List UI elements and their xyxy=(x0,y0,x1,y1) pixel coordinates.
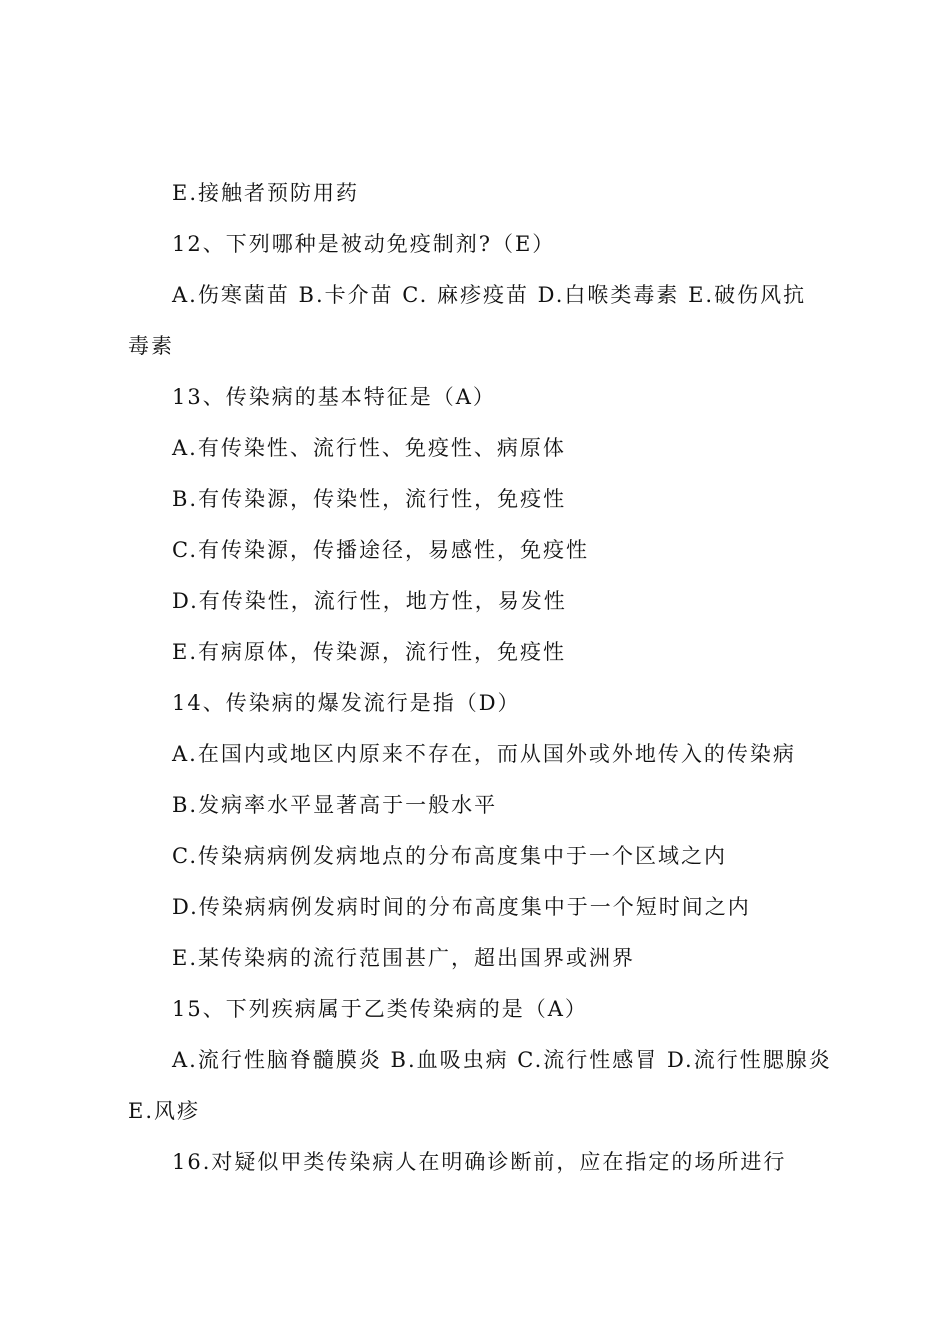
option-line: E.接触者预防用药 xyxy=(172,181,360,205)
option-continuation-line: E.风疹 xyxy=(128,1099,201,1123)
option-line: E.某传染病的流行范围甚广，超出国界或洲界 xyxy=(172,946,636,970)
option-line: D.有传染性，流行性，地方性，易发性 xyxy=(172,589,567,613)
option-line: C.有传染源，传播途径，易感性，免疫性 xyxy=(172,538,589,562)
option-line: A.伤寒菌苗 B.卡介苗 C. 麻疹疫苗 D.白喉类毒素 E.破伤风抗 xyxy=(172,283,807,307)
option-line: A.在国内或地区内原来不存在，而从国外或外地传入的传染病 xyxy=(172,742,796,766)
option-line: C.传染病病例发病地点的分布高度集中于一个区域之内 xyxy=(172,844,727,868)
question-line: 16.对疑似甲类传染病人在明确诊断前，应在指定的场所进行 xyxy=(172,1150,787,1174)
question-line: 14、传染病的爆发流行是指（D） xyxy=(172,691,521,715)
question-line: 13、传染病的基本特征是（A） xyxy=(172,385,496,409)
option-line: A.有传染性、流行性、免疫性、病原体 xyxy=(172,436,566,460)
question-line: 12、下列哪种是被动免疫制剂?（E） xyxy=(172,232,556,256)
option-line: B.有传染源，传染性，流行性，免疫性 xyxy=(172,487,567,511)
option-line: B.发病率水平显著高于一般水平 xyxy=(172,793,498,817)
option-line: E.有病原体，传染源，流行性，免疫性 xyxy=(172,640,567,664)
option-continuation-line: 毒素 xyxy=(128,334,174,358)
option-line: D.传染病病例发病时间的分布高度集中于一个短时间之内 xyxy=(172,895,751,919)
option-line: A.流行性脑脊髓膜炎 B.血吸虫病 C.流行性感冒 D.流行性腮腺炎 xyxy=(172,1048,832,1072)
question-line: 15、下列疾病属于乙类传染病的是（A） xyxy=(172,997,588,1021)
